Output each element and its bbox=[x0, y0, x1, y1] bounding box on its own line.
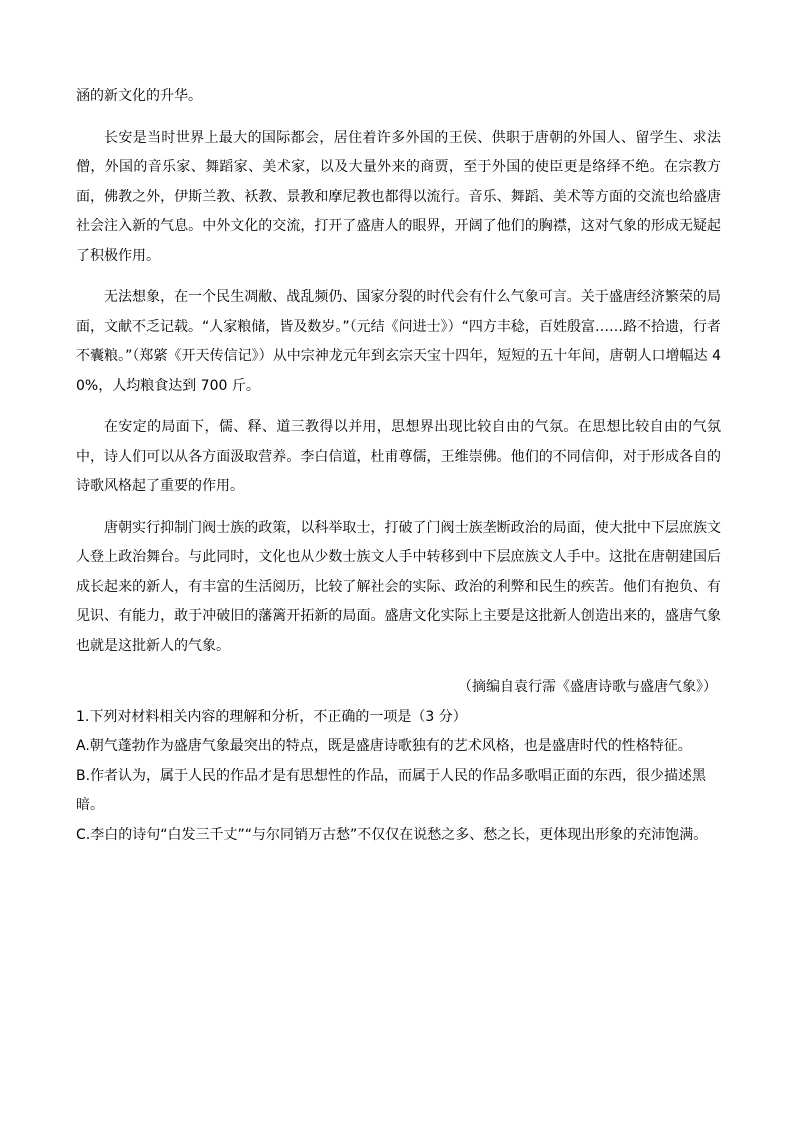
paragraph-economy: 无法想象，在一个民生凋敝、战乱频仍、国家分裂的时代会有什么气象可言。关于盛唐经济繁荣的局面，文献不乏记载。“人家粮储，皆及数岁。”（元结《问进士》）“四方丰稔，百姓殷富……路不拾遗，行者不囊粮。”（郑綮《开天传信记》）从中宗神龙元年到玄宗天宝十四年，短短的五十年间，唐朝人口增幅达 40%，人均粮食达到 700 斤。 bbox=[76, 289, 721, 394]
source-citation: （摘编自袁行霈《盛唐诗歌与盛唐气象》） bbox=[458, 679, 717, 695]
question-stem: 1.下列对材料相关内容的理解和分析，不正确的一项是（3 分） bbox=[76, 708, 467, 725]
opening-fragment: 涵的新文化的升华。 bbox=[76, 88, 202, 104]
paragraph-religion-thought: 在安定的局面下，儒、释、道三教得以并用，思想界出现比较自由的气氛。在思想比较自由的气氛中，诗人们可以从各方面汲取营养。李白信道，杜甫尊儒，王维崇佛。他们的不同信仰，对于形成各自的诗歌风格起了重要的作用。 bbox=[76, 419, 721, 494]
option-b: B.作者认为，属于人民的作品才是有思想性的作品，而属于人民的作品多歌唱正面的东西，很少描述黑暗。 bbox=[76, 767, 707, 813]
option-a: A.朝气蓬勃作为盛唐气象最突出的特点，既是盛唐诗歌独有的艺术风格，也是盛唐时代的性格特征。 bbox=[76, 738, 692, 754]
option-c: C.李白的诗句“白发三千丈”“与尔同销万古愁”不仅仅在说愁之多、愁之长，更体现出形象的充沛饱满。 bbox=[76, 826, 708, 843]
document-page bbox=[76, 0, 721, 850]
paragraph-imperial-exam: 唐朝实行抑制门阀士族的政策，以科举取士，打破了门阀士族垄断政治的局面，使大批中下层庶族文人登上政治舞台。与此同时，文化也从少数士族文人手中转移到中下层庶族文人手中。这批在唐朝建国后成长起来的新人，有丰富的生活阅历，比较了解社会的实际、政治的利弊和民生的疾苦。他们有抱负、有见识、有能力，敢于冲破旧的藩篱开拓新的局面。盛唐文化实际上主要是这批新人创造出来的，盛唐气象也就是这批新人的气象。 bbox=[76, 519, 721, 654]
paragraph-foreign-exchange: 长安是当时世界上最大的国际都会，居住着许多外国的王侯、供职于唐朝的外国人、留学生、求法僧，外国的音乐家、舞蹈家、美术家，以及大量外来的商贾，至于外国的使臣更是络绎不绝。在宗教方面，佛教之外，伊斯兰教、袄教、景教和摩尼教也都得以流行。音乐、舞蹈、美术等方面的交流也给盛唐社会注入新的气息。中外文化的交流，打开了盛唐人的眼界，开阔了他们的胸襟，这对气象的形成无疑起了积极作用。 bbox=[76, 129, 721, 264]
